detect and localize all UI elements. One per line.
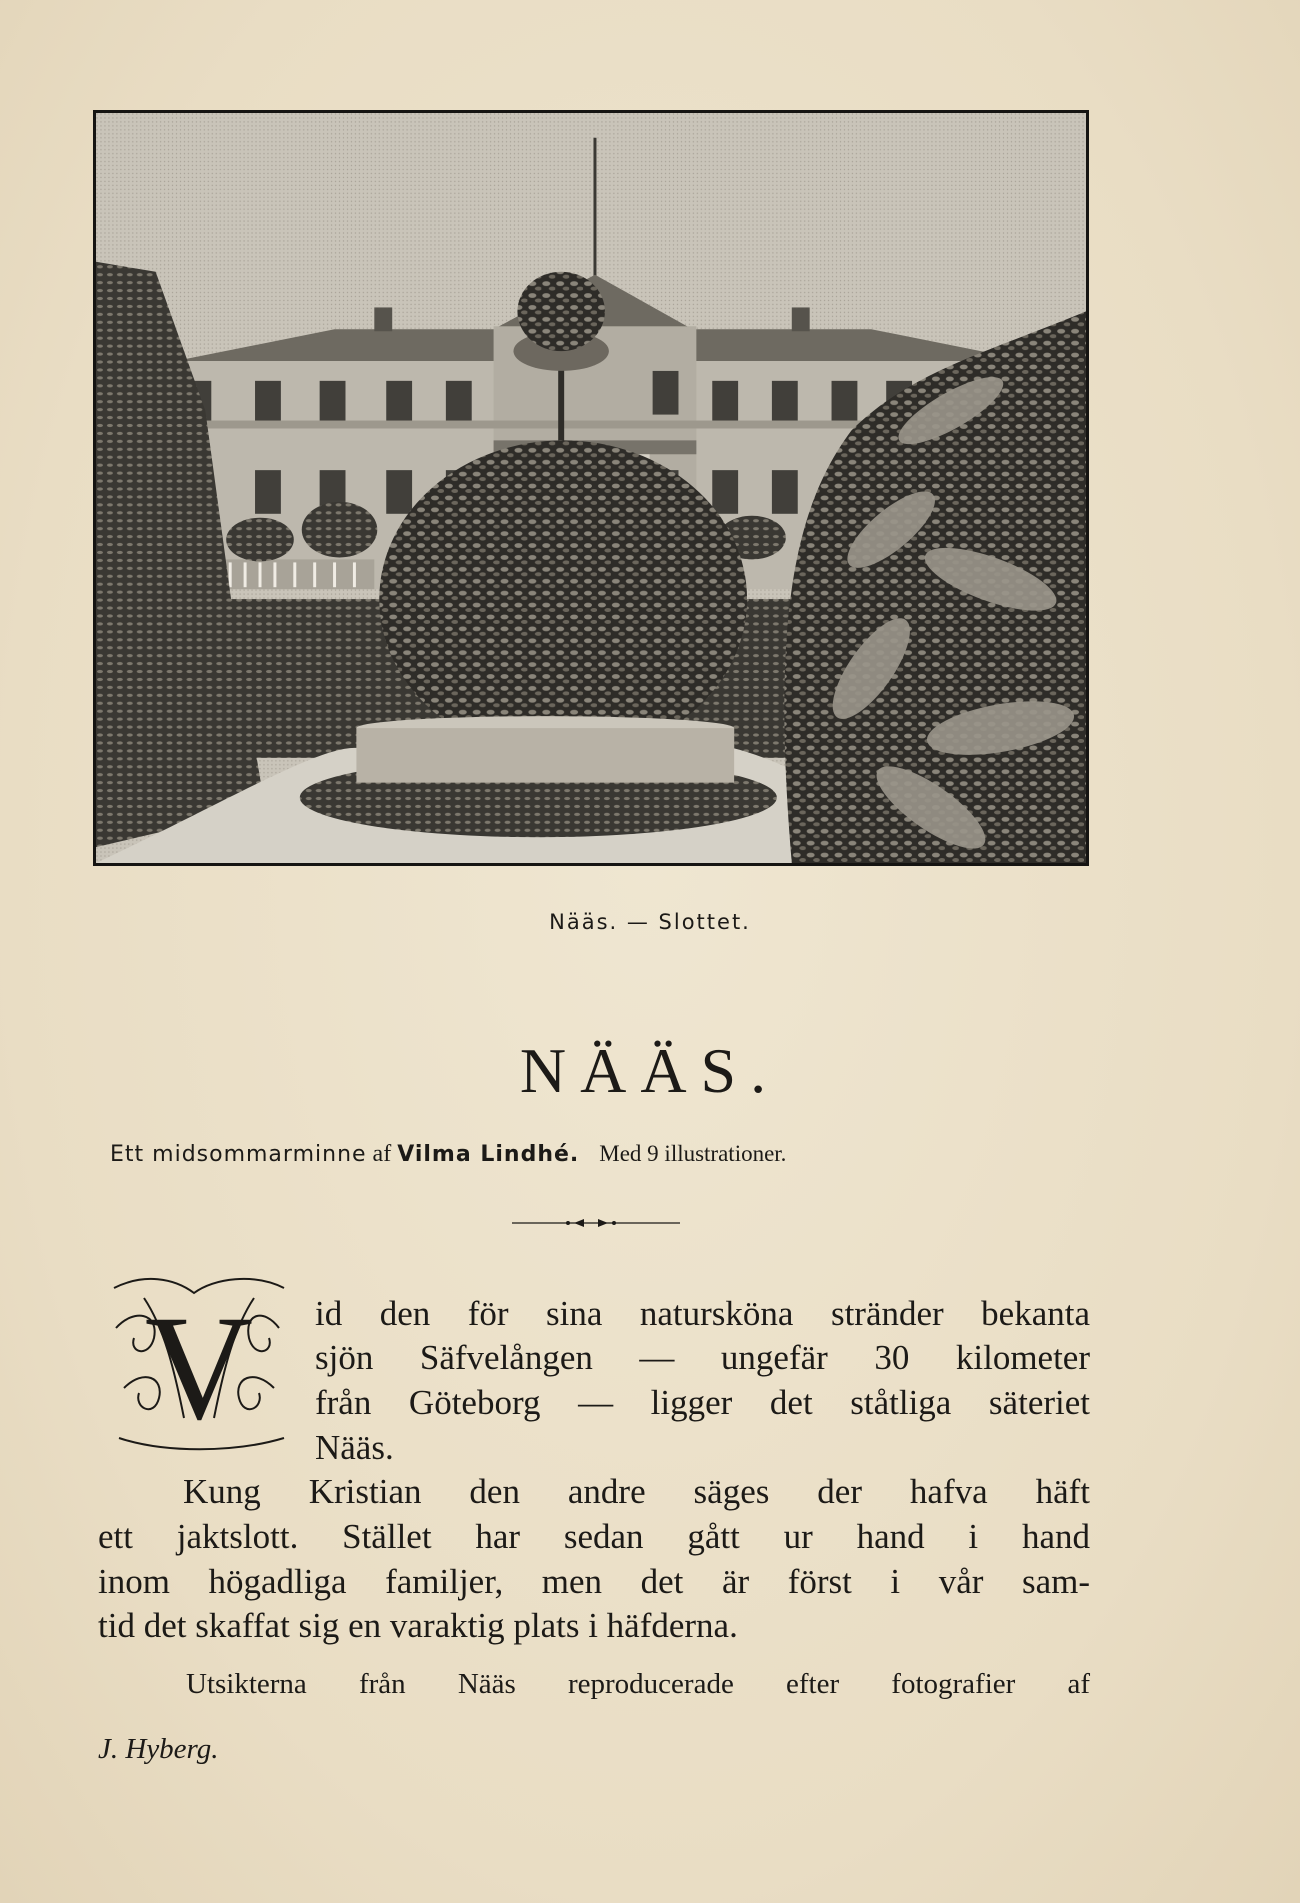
manor-photograph — [93, 110, 1089, 866]
paragraph2-line: inom högadliga familjer, men det är först i vår sam- — [98, 1562, 1090, 1601]
drop-cap — [104, 1268, 294, 1458]
illustrations-note: Med 9 illustrationer. — [599, 1141, 787, 1166]
manor-photo-drawing — [96, 113, 1086, 863]
author-name: Vilma Lindhé. — [397, 1142, 580, 1167]
article-subtitle — [110, 1141, 1210, 1168]
article-title: NÄÄS. — [519, 1035, 781, 1106]
paragraph1-line: sjön Säfvelången — ungefär 30 kilometer — [315, 1338, 1090, 1377]
ornament-divider — [512, 1212, 680, 1234]
paragraph1-line: id den för sina natursköna stränder bekanta — [315, 1294, 1090, 1333]
subtitle-lead: Ett midsommarminne — [110, 1142, 367, 1167]
paragraph1-line: från Göteborg — ligger det ståtliga säteriet — [315, 1383, 1090, 1422]
photo-credit-line: Utsikterna från Nääs reproducerade efter fotografier af — [186, 1668, 1090, 1700]
subtitle-by: af — [372, 1141, 392, 1167]
paragraph1-line: Nääs. — [315, 1428, 394, 1467]
photo-caption: Nääs. — Slottet. — [549, 910, 751, 934]
photographer-name: J. Hyberg. — [98, 1733, 219, 1765]
photographer-credit — [98, 1733, 219, 1766]
drop-cap-letter: V — [144, 1285, 254, 1451]
paragraph2-line: tid det skaffat sig en varaktig plats i häfderna. — [98, 1606, 738, 1645]
paragraph2-line: Kung Kristian den andre säges der hafva häft — [183, 1472, 1090, 1511]
paragraph2-line: ett jaktslott. Stället har sedan gått ur hand i hand — [98, 1517, 1090, 1556]
drop-cap-ornament — [104, 1268, 294, 1458]
